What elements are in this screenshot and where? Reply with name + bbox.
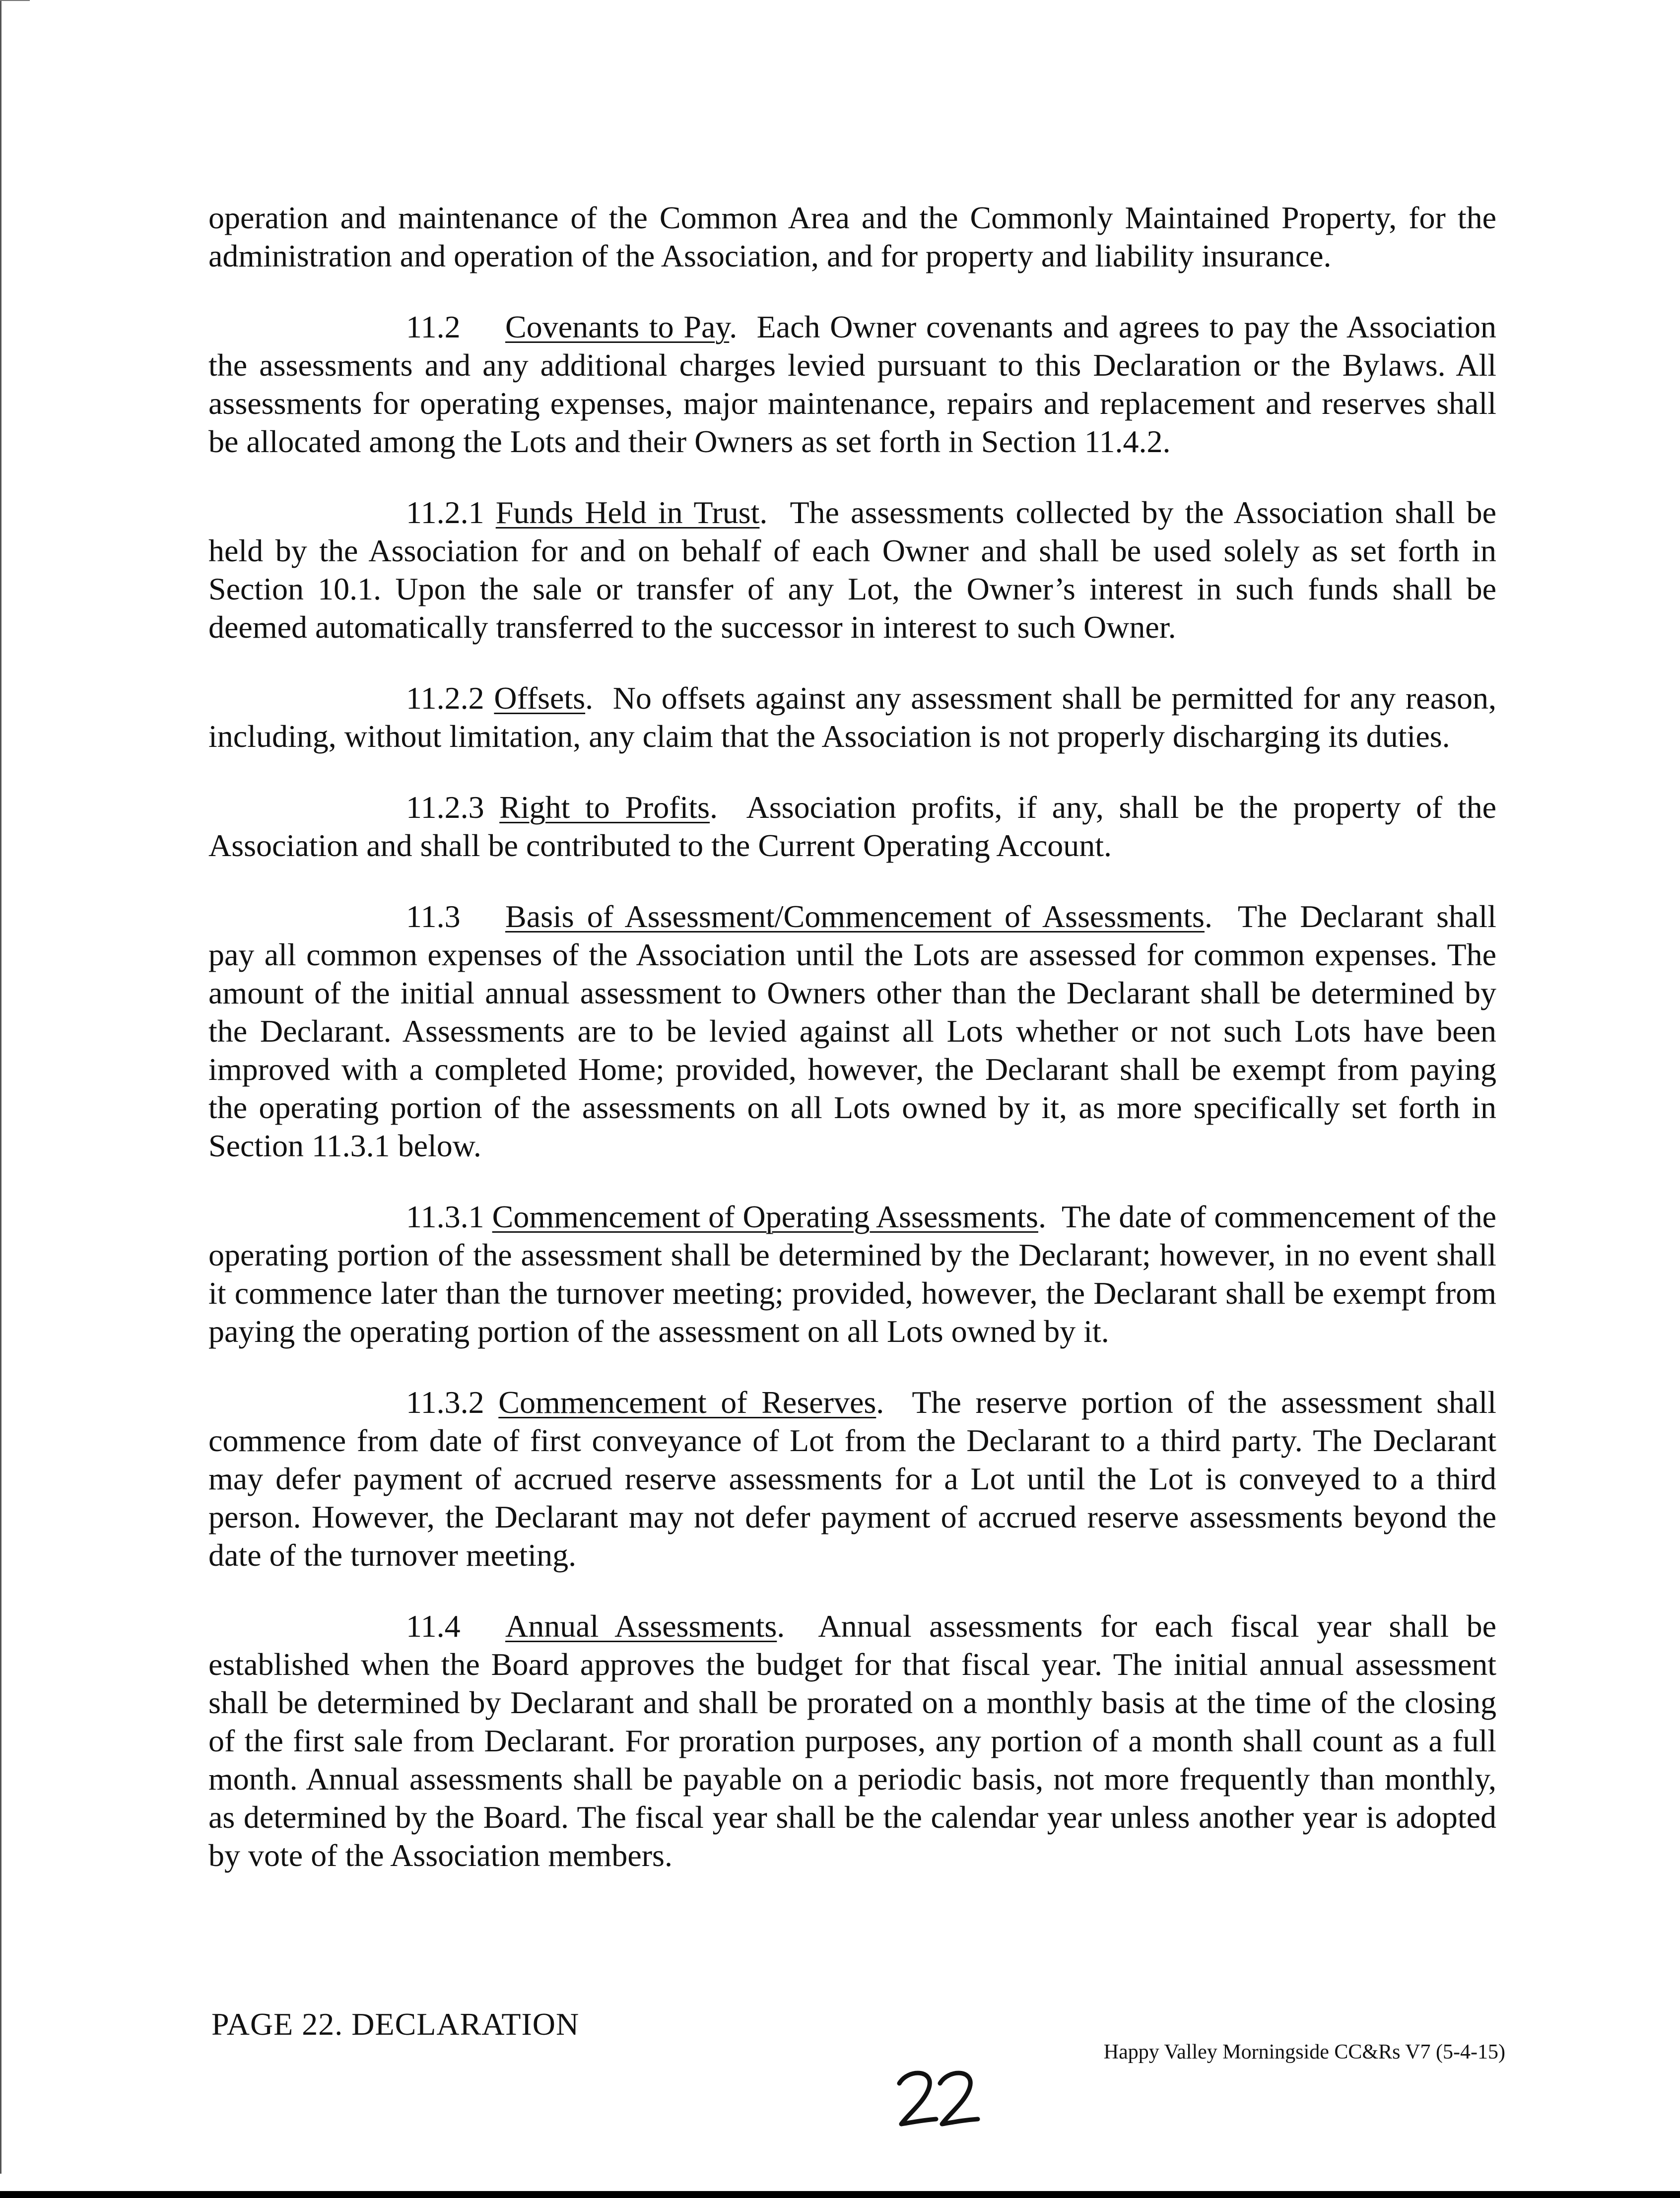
document-reference: Happy Valley Morningside CC&Rs V7 (5-4-15) — [1103, 2041, 1505, 2064]
section-11-3-2: 11.3.2 Commencement of Reserves. The reserve portion of the assessment shall commence from date of first conveyance of Lot from the Declarant to a third party. The Declarant may defer payment of accrued reserve assessments for a Lot until the Lot is conveyed to a third person. However, the Declarant may not defer payment of accrued reserve assessments beyond the date of the turnover meeting. — [208, 1385, 1497, 1573]
section-heading: Offsets — [494, 680, 586, 716]
page-label: PAGE 22. DECLARATION — [211, 2006, 580, 2042]
section-number: 11.2 — [406, 309, 461, 344]
scan-edge-top — [0, 0, 30, 1]
section-11-2: 11.2 Covenants to Pay. Each Owner covenants and agrees to pay the Association the assessments and any additional charges levied pursuant to this Declaration or the Bylaws. All assessments for operating expenses, major maintenance, repairs and replacement and reserves shall be allocated among the Lots and their Owners as set forth in Section 11.4.2. — [208, 308, 1496, 461]
document-body — [208, 199, 1496, 1907]
paragraph-continuation — [208, 199, 1496, 275]
section-text: Annual assessments for each fiscal year shall be established when the Board approves the budget for that fiscal year. The initial annual assessment shall be determined by Declarant and shall be prorated on a monthly basis at the time of the closing of the first sale from Declarant. For proration purposes, any portion of a month shall count as a full month. Annual assessments shall be payable on a periodic basis, not more frequently than monthly, as determined by the Board. The fiscal year shall be the calendar year unless another year is adopted by vote of the Association members. — [208, 1608, 1496, 1873]
handwritten-page-number — [888, 2060, 988, 2134]
paragraph-text: operation and maintenance of the Common Area and the Commonly Maintained Property, for the administration and operation of the Association, and for property and liability insurance. — [208, 200, 1496, 273]
section-text: The assessments collected by the Association shall be held by the Association for and on behalf of each Owner and shall be used solely as set forth in Section 10.1. Upon the sale or transfer of any Lot, the Owner’s interest in such funds shall be deemed automatically transferred to the successor in interest to such Owner. — [208, 495, 1497, 645]
section-11-2-1: 11.2.1 Funds Held in Trust. The assessments collected by the Association shall be held by the Association for and on behalf of each Owner and shall be used solely as set forth in Section 10.1. Upon the sale or transfer of any Lot, the Owner’s interest in such funds shall be deemed automatically transferred to the successor in interest to such Owner. — [208, 495, 1497, 645]
section-11-2-3: 11.2.3 Right to Profits. Association profits, if any, shall be the property of the Association and shall be contributed to the Current Operating Account. — [208, 790, 1497, 863]
section-heading: Funds Held in Trust — [495, 495, 760, 530]
section-text: The reserve portion of the assessment shall commence from date of first conveyance of Lot from the Declarant to a third party. The Declarant may defer payment of accrued reserve assessments for a Lot until the Lot is conveyed to a third person. However, the Declarant may not defer payment of accrued reserve assessments beyond the date of the turnover meeting. — [208, 1385, 1497, 1573]
section-number: 11.2.2 — [406, 680, 484, 716]
section-heading: Covenants to Pay — [505, 309, 730, 344]
scan-edge-left — [0, 0, 1, 2174]
section-11-4: 11.4 Annual Assessments. Annual assessments for each fiscal year shall be established when the Board approves the budget for that fiscal year. The initial annual assessment shall be determined by Declarant and shall be prorated on a monthly basis at the time of the closing of the first sale from Declarant. For proration purposes, any portion of a month shall count as a full month. Annual assessments shall be payable on a periodic basis, not more frequently than monthly, as determined by the Board. The fiscal year shall be the calendar year unless another year is adopted by vote of the Association members. — [208, 1607, 1496, 1874]
section-11-3: 11.3 Basis of Assessment/Commencement of Assessments. The Declarant shall pay all common expenses of the Association until the Lots are assessed for common expenses. The amount of the initial annual assessment to Owners other than the Declarant shall be determined by the Declarant. Assessments are to be levied against all Lots whether or not such Lots have been improved with a completed Home; provided, however, the Declarant shall be exempt from paying the operating portion of the assessments on all Lots owned by it, as more specifically set forth in Section 11.3.1 below. — [208, 897, 1496, 1165]
section-11-3-1: 11.3.1 Commencement of Operating Assessments. The date of commencement of the operating portion of the assessment shall be determined by the Declarant; however, in no event shall it commence later than the turnover meeting; provided, however, the Declarant shall be exempt from paying the operating portion of the assessment on all Lots owned by it. — [208, 1199, 1497, 1349]
section-heading: Basis of Assessment/Commencement of Assessments — [505, 899, 1205, 934]
handwritten-22-mark — [888, 2060, 988, 2134]
section-number: 11.4 — [406, 1608, 461, 1644]
section-number: 11.2.3 — [406, 790, 484, 825]
section-11-2-2: 11.2.2 Offsets. No offsets against any assessment shall be permitted for any reason, including, without limitation, any claim that the Association is not properly discharging its duties. — [208, 680, 1497, 754]
section-heading: Annual Assessments — [505, 1608, 777, 1644]
section-heading: Right to Profits — [499, 790, 710, 825]
section-number: 11.2.1 — [406, 495, 484, 530]
section-text: No offsets against any assessment shall be permitted for any reason, including, without limitation, any claim that the Association is not properly discharging its duties. — [208, 680, 1497, 754]
section-text: The date of commencement of the operating portion of the assessment shall be determined by the Declarant; however, in no event shall it commence later than the turnover meeting; provided, however, the Declarant shall be exempt from paying the operating portion of the assessment on all Lots owned by it. — [208, 1199, 1497, 1349]
section-number: 11.3.1 — [406, 1199, 484, 1234]
scan-edge-bottom — [0, 2191, 1680, 2198]
section-number: 11.3.2 — [406, 1385, 484, 1420]
section-heading: Commencement of Operating Assessments — [492, 1199, 1038, 1234]
section-text: Association profits, if any, shall be the property of the Association and shall be contributed to the Current Operating Account. — [208, 790, 1497, 863]
section-number: 11.3 — [406, 899, 461, 934]
section-text: The Declarant shall pay all common expenses of the Association until the Lots are assessed for common expenses. The amount of the initial annual assessment to Owners other than the Declarant shall be determined by the Declarant. Assessments are to be levied against all Lots whether or not such Lots have been improved with a completed Home; provided, however, the Declarant shall be exempt from paying the operating portion of the assessments on all Lots owned by it, as more specifically set forth in Section 11.3.1 below. — [208, 899, 1496, 1163]
section-heading: Commencement of Reserves — [498, 1385, 876, 1420]
section-text: Each Owner covenants and agrees to pay the Association the assessments and any additional charges levied pursuant to this Declaration or the Bylaws. All assessments for operating expenses, major maintenance, repairs and replacement and reserves shall be allocated among the Lots and their Owners as set forth in Section 11.4.2. — [208, 309, 1496, 459]
